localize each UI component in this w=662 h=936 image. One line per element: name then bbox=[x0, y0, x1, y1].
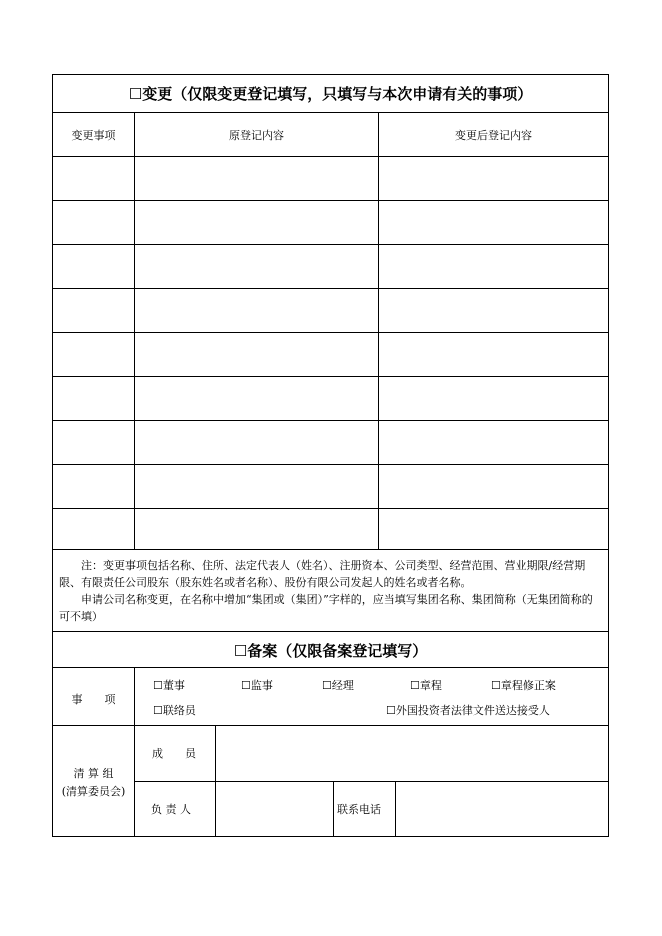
items-label: 事 项 bbox=[71, 693, 116, 706]
divider bbox=[53, 667, 608, 668]
option-liaison[interactable]: ☐联络员 bbox=[153, 704, 196, 717]
row-divider bbox=[53, 288, 608, 289]
changed-content-cell[interactable] bbox=[379, 157, 608, 200]
filing-section-title: ☐备案（仅限备案登记填写） bbox=[233, 642, 428, 660]
phone-label: 联系电话 bbox=[337, 803, 381, 816]
col-header-item: 变更事项 bbox=[71, 129, 116, 142]
col-header-original: 原登记内容 bbox=[229, 129, 284, 142]
option-articles-amendment[interactable]: ☐章程修正案 bbox=[491, 679, 556, 692]
change-section-title: ☐变更（仅限变更登记填写，只填写与本次申请有关的事项） bbox=[128, 85, 533, 103]
note-line-2: 申请公司名称变更，在名称中增加“集团或（集团）”字样的，应当填写集团名称、集团简称（无集团简称的可不填） bbox=[59, 593, 593, 623]
row-divider bbox=[53, 549, 608, 550]
option-director[interactable]: ☐董事 bbox=[153, 679, 185, 692]
row-divider bbox=[53, 200, 608, 201]
liquidation-committee-label: (清算委员会) bbox=[61, 785, 126, 798]
column-divider bbox=[134, 667, 135, 837]
row-divider bbox=[53, 332, 608, 333]
row-divider bbox=[53, 244, 608, 245]
option-supervisor[interactable]: ☐监事 bbox=[241, 679, 273, 692]
option-articles[interactable]: ☐章程 bbox=[410, 679, 442, 692]
col-header-changed: 变更后登记内容 bbox=[455, 129, 532, 142]
note-line-1: 注：变更事项包括名称、住所、法定代表人（姓名）、注册资本、公司类型、经营范围、营业期限/经营期限、有限责任公司股东（股东姓名或者名称）、股份有限公司发起人的姓名或者名称。 bbox=[59, 559, 586, 589]
row-divider bbox=[53, 508, 608, 509]
leader-field[interactable] bbox=[216, 782, 333, 837]
option-foreign-investor-agent[interactable]: ☐外国投资者法律文件送达接受人 bbox=[386, 704, 550, 717]
divider bbox=[53, 631, 608, 632]
change-note bbox=[59, 557, 602, 625]
phone-field[interactable] bbox=[396, 782, 608, 837]
registration-form bbox=[52, 74, 609, 837]
members-label: 成 员 bbox=[152, 747, 196, 760]
row-divider bbox=[53, 464, 608, 465]
column-divider bbox=[333, 781, 334, 837]
row-divider bbox=[53, 420, 608, 421]
divider bbox=[53, 112, 608, 113]
original-content-cell[interactable] bbox=[135, 157, 378, 200]
change-item-cell[interactable] bbox=[53, 157, 134, 200]
row-divider bbox=[53, 376, 608, 377]
leader-label: 负 责 人 bbox=[151, 803, 191, 816]
liquidation-group-label: 清 算 组 bbox=[73, 767, 114, 780]
members-field[interactable] bbox=[216, 726, 608, 781]
option-manager[interactable]: ☐经理 bbox=[322, 679, 354, 692]
